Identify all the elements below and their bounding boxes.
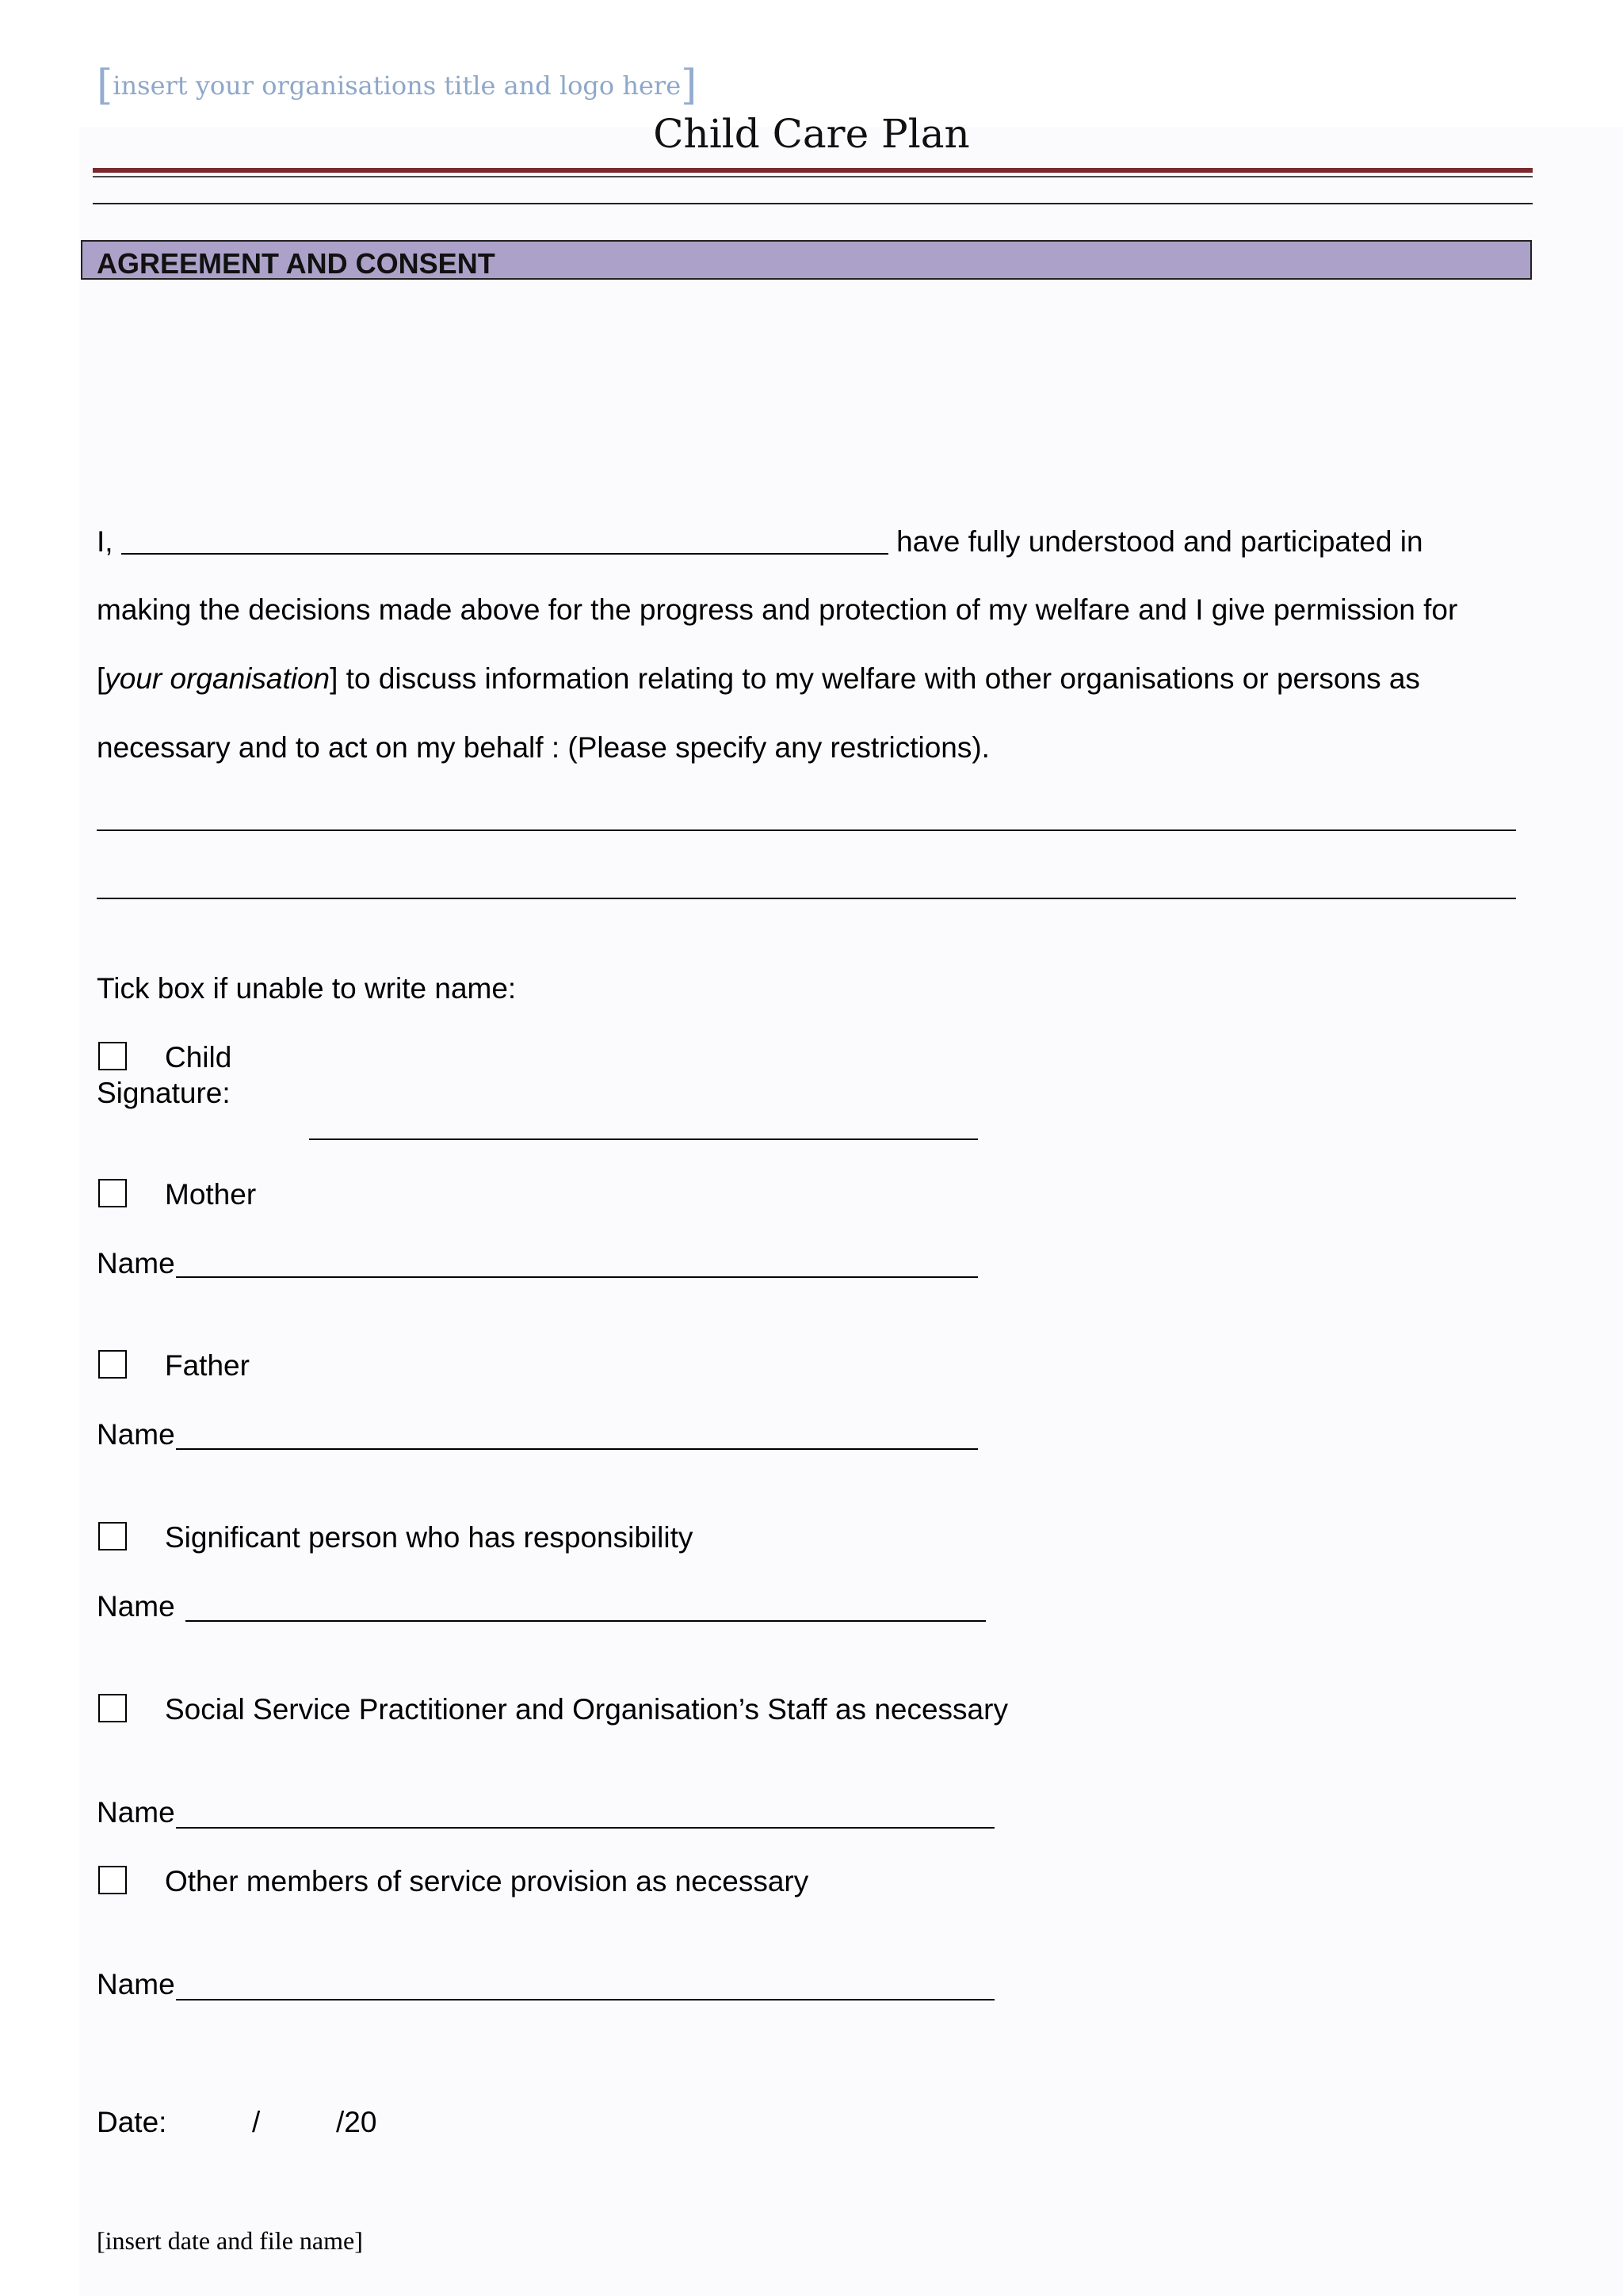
social-service-name-field[interactable] <box>176 1827 995 1829</box>
other-members-checkbox[interactable] <box>98 1866 127 1894</box>
signature-line[interactable] <box>309 1138 978 1140</box>
social-service-label: Social Service Practitioner and Organisation’s Staff as necessary <box>165 1693 1008 1726</box>
footer-file-info: [insert date and file name] <box>97 2226 363 2255</box>
signature-label: Signature: <box>97 1077 231 1109</box>
mother-name-field[interactable] <box>176 1276 978 1278</box>
significant-person-label: Significant person who has responsibility <box>165 1521 693 1554</box>
statement-line-1: I, have fully understood and participated in <box>97 525 1423 558</box>
consent-name-field[interactable] <box>121 526 888 555</box>
mother-checkbox[interactable] <box>98 1179 127 1207</box>
child-checkbox[interactable] <box>98 1042 127 1070</box>
father-name-label: Name <box>97 1418 175 1451</box>
section-header <box>81 240 1532 280</box>
date-label: Date: <box>97 2106 167 2138</box>
significant-person-name-label: Name <box>97 1590 175 1623</box>
statement-line-3: [your organisation] to discuss information relating to my welfare with other organisations or persons as <box>97 662 1420 695</box>
date-separator-2: /20 <box>336 2106 377 2138</box>
child-label: Child <box>165 1041 232 1074</box>
social-service-checkbox[interactable] <box>98 1694 127 1722</box>
other-members-name-label: Name <box>97 1968 175 2000</box>
logo-placeholder: [insert your organisations title and logo here] <box>97 62 697 109</box>
page-background <box>79 127 1623 2296</box>
father-checkbox[interactable] <box>98 1350 127 1379</box>
restrictions-line-1[interactable] <box>97 830 1516 831</box>
mother-label: Mother <box>165 1178 257 1211</box>
document-title: Child Care Plan <box>653 111 970 157</box>
statement-line-2: making the decisions made above for the progress and protection of my welfare and I give permission for <box>97 593 1458 626</box>
father-label: Father <box>165 1349 250 1382</box>
tick-instruction: Tick box if unable to write name: <box>97 972 517 1005</box>
significant-person-name-field[interactable] <box>185 1620 986 1622</box>
statement-line-4: necessary and to act on my behalf : (Please specify any restrictions). <box>97 731 990 764</box>
mother-name-label: Name <box>97 1247 175 1280</box>
date-separator-1: / <box>252 2106 261 2138</box>
other-members-label: Other members of service provision as necessary <box>165 1865 809 1897</box>
header-divider <box>93 203 1533 204</box>
other-members-name-field[interactable] <box>176 1999 995 2000</box>
section-title: AGREEMENT AND CONSENT <box>97 247 495 280</box>
significant-person-checkbox[interactable] <box>98 1522 127 1550</box>
social-service-name-label: Name <box>97 1796 175 1829</box>
header-rule <box>93 168 1533 173</box>
restrictions-line-2[interactable] <box>97 898 1516 899</box>
father-name-field[interactable] <box>176 1448 978 1450</box>
header-rule-thin <box>93 176 1533 177</box>
